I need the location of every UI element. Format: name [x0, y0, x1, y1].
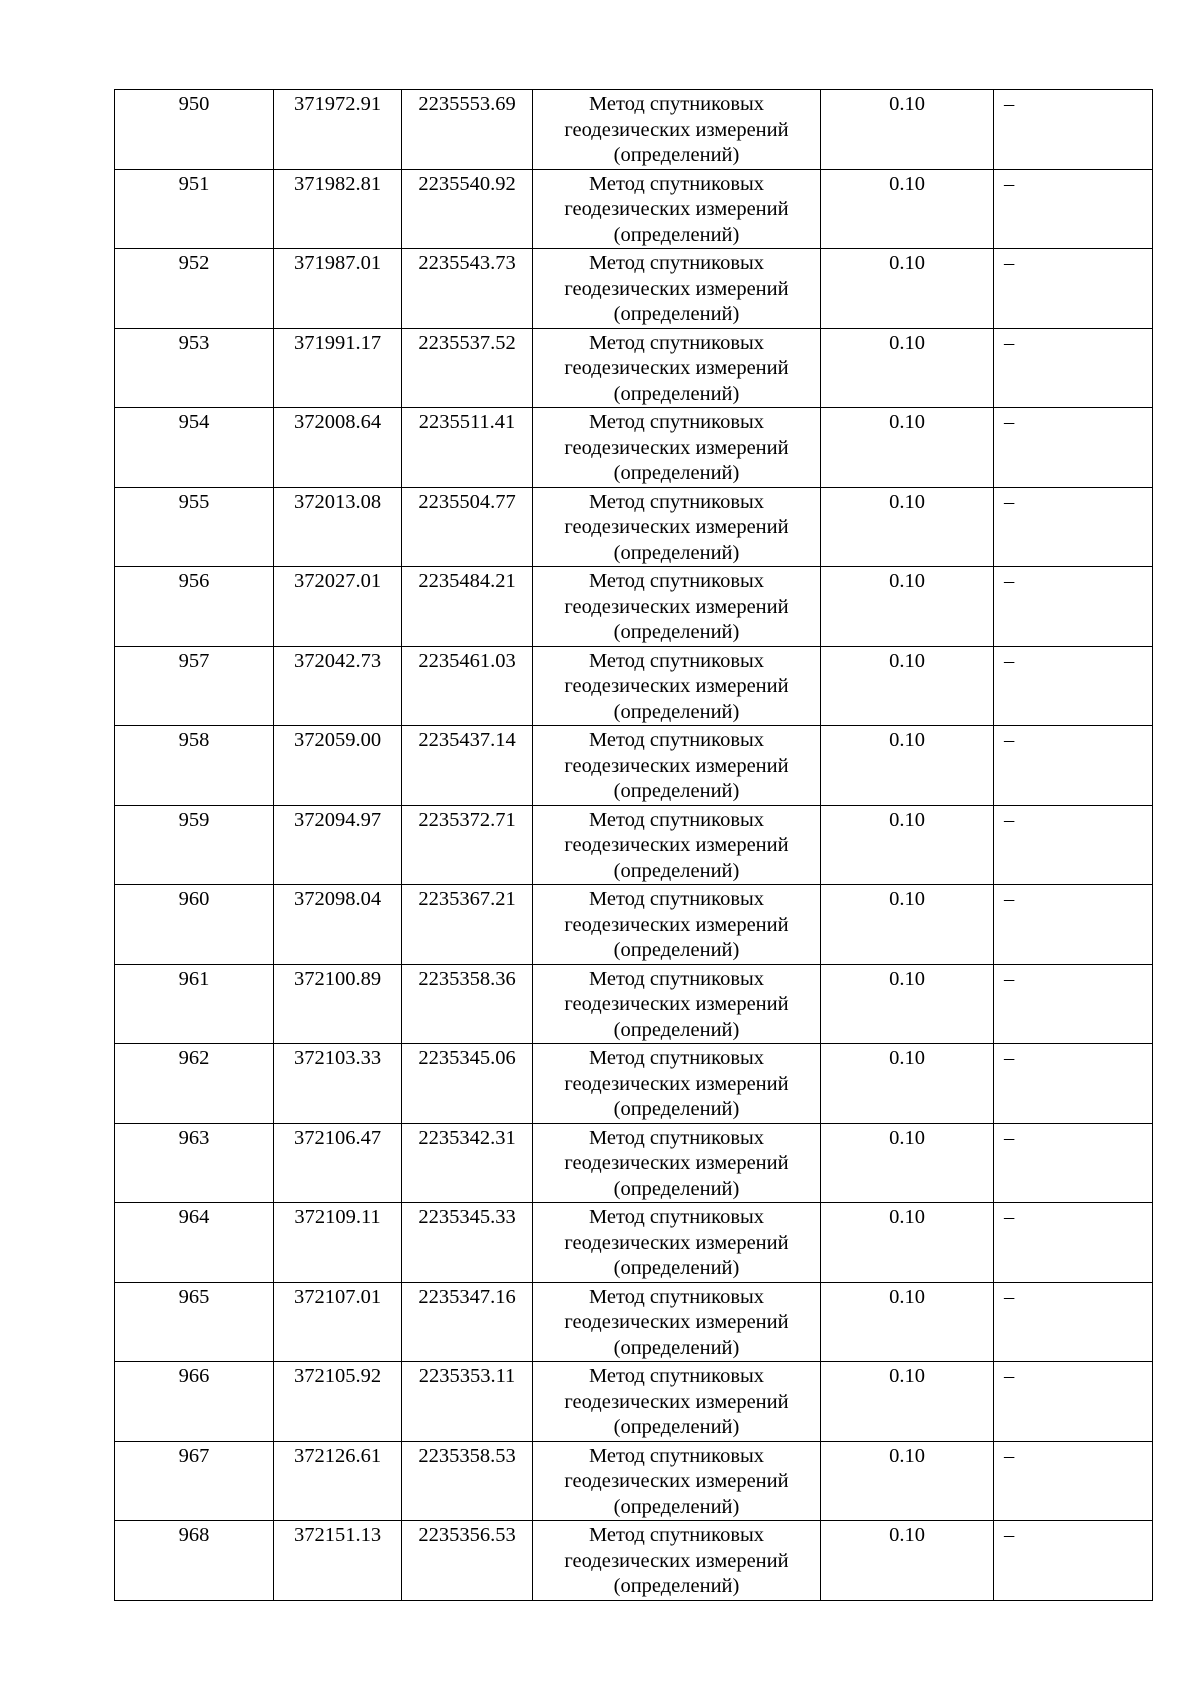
method-cell — [533, 90, 821, 170]
y-coordinate-cell: 2235345.33 — [402, 1203, 533, 1283]
method-line: (определений) — [613, 1575, 740, 1597]
method-line: Метод спутниковых — [588, 252, 765, 274]
method-line: (определений) — [613, 1177, 740, 1200]
method-line: геодезических измерений — [564, 1152, 789, 1174]
description-cell: – — [994, 1521, 1153, 1601]
description-cell: – — [994, 567, 1153, 647]
x-coordinate-cell: 372027.01 — [274, 567, 402, 647]
point-number-cell: 957 — [115, 646, 274, 726]
method-line: Метод спутниковых — [588, 570, 765, 592]
method-cell — [533, 249, 821, 329]
method-line: Метод спутниковых — [588, 808, 765, 831]
accuracy-cell: 0.10 — [821, 646, 994, 726]
point-number-cell: 967 — [115, 1441, 274, 1521]
description-cell: – — [994, 885, 1153, 965]
x-coordinate-cell: 372107.01 — [274, 1282, 402, 1362]
point-number-cell: 965 — [115, 1282, 274, 1362]
method-line: (определений) — [613, 859, 740, 882]
y-coordinate-cell: 2235367.21 — [402, 885, 533, 965]
point-number-cell: 968 — [115, 1521, 274, 1601]
method-line: (определений) — [613, 144, 740, 166]
accuracy-cell: 0.10 — [821, 567, 994, 647]
table-row — [115, 646, 1153, 726]
description-cell: – — [994, 726, 1153, 806]
method-line: геодезических измерений — [564, 913, 789, 936]
method-line: Метод спутниковых — [588, 490, 765, 513]
point-number-cell: 950 — [115, 90, 274, 170]
y-coordinate-cell: 2235342.31 — [402, 1123, 533, 1203]
y-coordinate-cell: 2235353.11 — [402, 1362, 533, 1442]
y-coordinate-cell: 2235543.73 — [402, 249, 533, 329]
x-coordinate-cell: 372126.61 — [274, 1441, 402, 1521]
method-line: геодезических измерений — [564, 1311, 789, 1333]
method-line: (определений) — [613, 780, 740, 802]
method-line: геодезических измерений — [564, 675, 789, 697]
method-line: геодезических измерений — [564, 1390, 789, 1413]
accuracy-cell: 0.10 — [821, 90, 994, 170]
method-line: геодезических измерений — [564, 834, 789, 856]
table-row — [115, 408, 1153, 488]
accuracy-cell: 0.10 — [821, 169, 994, 249]
accuracy-cell: 0.10 — [821, 1441, 994, 1521]
x-coordinate-cell: 372151.13 — [274, 1521, 402, 1601]
description-cell: – — [994, 1044, 1153, 1124]
method-line: (определений) — [613, 1495, 740, 1518]
table-row — [115, 1123, 1153, 1203]
y-coordinate-cell: 2235358.53 — [402, 1441, 533, 1521]
method-line: геодезических измерений — [564, 198, 789, 220]
method-cell — [533, 805, 821, 885]
x-coordinate-cell: 372100.89 — [274, 964, 402, 1044]
method-line: геодезических измерений — [564, 516, 789, 538]
x-coordinate-cell: 371972.91 — [274, 90, 402, 170]
method-cell — [533, 1441, 821, 1521]
x-coordinate-cell: 372008.64 — [274, 408, 402, 488]
method-line: геодезических измерений — [564, 993, 789, 1015]
description-cell: – — [994, 408, 1153, 488]
table-row — [115, 487, 1153, 567]
x-coordinate-cell: 371982.81 — [274, 169, 402, 249]
description-cell: – — [994, 1203, 1153, 1283]
method-cell — [533, 964, 821, 1044]
method-line: Метод спутниковых — [588, 331, 765, 354]
accuracy-cell: 0.10 — [821, 328, 994, 408]
method-cell — [533, 169, 821, 249]
point-number-cell: 954 — [115, 408, 274, 488]
description-cell: – — [994, 1123, 1153, 1203]
x-coordinate-cell: 372098.04 — [274, 885, 402, 965]
x-coordinate-cell: 371987.01 — [274, 249, 402, 329]
method-line: Метод спутниковых — [588, 729, 765, 751]
method-cell — [533, 646, 821, 726]
method-line: Метод спутниковых — [588, 1444, 765, 1467]
method-line: (определений) — [613, 1098, 740, 1120]
description-cell: – — [994, 1362, 1153, 1442]
point-number-cell: 956 — [115, 567, 274, 647]
method-cell — [533, 487, 821, 567]
method-line: Метод спутниковых — [588, 1206, 765, 1228]
point-number-cell: 964 — [115, 1203, 274, 1283]
method-line: геодезических измерений — [564, 277, 789, 300]
description-cell: – — [994, 328, 1153, 408]
table-row — [115, 90, 1153, 170]
point-number-cell: 962 — [115, 1044, 274, 1124]
method-line: Метод спутниковых — [588, 93, 765, 115]
accuracy-cell: 0.10 — [821, 805, 994, 885]
point-number-cell: 959 — [115, 805, 274, 885]
y-coordinate-cell: 2235504.77 — [402, 487, 533, 567]
description-cell: – — [994, 487, 1153, 567]
table-row — [115, 1282, 1153, 1362]
point-number-cell: 951 — [115, 169, 274, 249]
point-number-cell: 960 — [115, 885, 274, 965]
x-coordinate-cell: 372109.11 — [274, 1203, 402, 1283]
method-cell — [533, 1123, 821, 1203]
table-row — [115, 567, 1153, 647]
description-cell: – — [994, 805, 1153, 885]
method-cell — [533, 1203, 821, 1283]
method-line: геодезических измерений — [564, 595, 789, 618]
method-line: геодезических измерений — [564, 436, 789, 459]
table-row — [115, 1362, 1153, 1442]
accuracy-cell: 0.10 — [821, 1123, 994, 1203]
accuracy-cell: 0.10 — [821, 1044, 994, 1124]
x-coordinate-cell: 372013.08 — [274, 487, 402, 567]
method-line: (определений) — [613, 1257, 740, 1279]
accuracy-cell: 0.10 — [821, 964, 994, 1044]
x-coordinate-cell: 372105.92 — [274, 1362, 402, 1442]
accuracy-cell: 0.10 — [821, 1282, 994, 1362]
method-line: (определений) — [613, 223, 740, 246]
method-line: геодезических измерений — [564, 118, 789, 141]
table-row — [115, 964, 1153, 1044]
method-cell — [533, 726, 821, 806]
y-coordinate-cell: 2235537.52 — [402, 328, 533, 408]
method-line: геодезических измерений — [564, 754, 789, 777]
coordinates-table-body — [115, 90, 1153, 1601]
y-coordinate-cell: 2235511.41 — [402, 408, 533, 488]
point-number-cell: 958 — [115, 726, 274, 806]
method-line: геодезических измерений — [564, 1549, 789, 1572]
accuracy-cell: 0.10 — [821, 408, 994, 488]
method-line: (определений) — [613, 1336, 740, 1359]
method-line: Метод спутниковых — [588, 411, 765, 433]
method-line: геодезических измерений — [564, 357, 789, 379]
y-coordinate-cell: 2235484.21 — [402, 567, 533, 647]
method-line: (определений) — [613, 700, 740, 723]
y-coordinate-cell: 2235347.16 — [402, 1282, 533, 1362]
point-number-cell: 953 — [115, 328, 274, 408]
y-coordinate-cell: 2235345.06 — [402, 1044, 533, 1124]
method-line: геодезических измерений — [564, 1470, 789, 1492]
x-coordinate-cell: 371991.17 — [274, 328, 402, 408]
method-cell — [533, 1521, 821, 1601]
method-line: Метод спутниковых — [588, 1047, 765, 1069]
x-coordinate-cell: 372094.97 — [274, 805, 402, 885]
table-row — [115, 885, 1153, 965]
point-number-cell: 952 — [115, 249, 274, 329]
x-coordinate-cell: 372106.47 — [274, 1123, 402, 1203]
description-cell: – — [994, 964, 1153, 1044]
method-line: Метод спутниковых — [588, 649, 765, 672]
method-cell — [533, 1044, 821, 1124]
method-line: Метод спутниковых — [588, 1365, 765, 1387]
table-row — [115, 1044, 1153, 1124]
table-row — [115, 1203, 1153, 1283]
description-cell: – — [994, 169, 1153, 249]
y-coordinate-cell: 2235553.69 — [402, 90, 533, 170]
method-cell — [533, 408, 821, 488]
method-cell — [533, 328, 821, 408]
method-line: Метод спутниковых — [588, 888, 765, 910]
x-coordinate-cell: 372042.73 — [274, 646, 402, 726]
x-coordinate-cell: 372103.33 — [274, 1044, 402, 1124]
point-number-cell: 963 — [115, 1123, 274, 1203]
y-coordinate-cell: 2235358.36 — [402, 964, 533, 1044]
description-cell: – — [994, 1282, 1153, 1362]
method-line: Метод спутниковых — [588, 172, 765, 195]
accuracy-cell: 0.10 — [821, 1521, 994, 1601]
table-row — [115, 249, 1153, 329]
method-line: (определений) — [613, 303, 740, 325]
method-cell — [533, 1362, 821, 1442]
table-row — [115, 726, 1153, 806]
y-coordinate-cell: 2235461.03 — [402, 646, 533, 726]
method-cell — [533, 567, 821, 647]
method-line: (определений) — [613, 382, 740, 405]
point-number-cell: 966 — [115, 1362, 274, 1442]
x-coordinate-cell: 372059.00 — [274, 726, 402, 806]
method-line: (определений) — [613, 462, 740, 484]
description-cell: – — [994, 249, 1153, 329]
description-cell: – — [994, 1441, 1153, 1521]
accuracy-cell: 0.10 — [821, 1203, 994, 1283]
accuracy-cell: 0.10 — [821, 1362, 994, 1442]
method-line: Метод спутниковых — [588, 1285, 765, 1308]
method-line: (определений) — [613, 939, 740, 961]
y-coordinate-cell: 2235372.71 — [402, 805, 533, 885]
table-row — [115, 1441, 1153, 1521]
y-coordinate-cell: 2235437.14 — [402, 726, 533, 806]
table-row — [115, 1521, 1153, 1601]
y-coordinate-cell: 2235356.53 — [402, 1521, 533, 1601]
description-cell: – — [994, 90, 1153, 170]
table-row — [115, 169, 1153, 249]
accuracy-cell: 0.10 — [821, 726, 994, 806]
method-line: (определений) — [613, 1416, 740, 1438]
method-line: Метод спутниковых — [588, 967, 765, 990]
method-line: Метод спутниковых — [588, 1126, 765, 1149]
table-row — [115, 805, 1153, 885]
point-number-cell: 955 — [115, 487, 274, 567]
description-cell: – — [994, 646, 1153, 726]
method-line: геодезических измерений — [564, 1072, 789, 1095]
table-row — [115, 328, 1153, 408]
coordinates-table — [114, 89, 1153, 1601]
method-line: Метод спутниковых — [588, 1524, 765, 1546]
method-line: (определений) — [613, 541, 740, 564]
y-coordinate-cell: 2235540.92 — [402, 169, 533, 249]
method-cell — [533, 885, 821, 965]
method-line: (определений) — [613, 621, 740, 643]
method-line: (определений) — [613, 1018, 740, 1041]
method-line: геодезических измерений — [564, 1231, 789, 1254]
accuracy-cell: 0.10 — [821, 885, 994, 965]
accuracy-cell: 0.10 — [821, 487, 994, 567]
point-number-cell: 961 — [115, 964, 274, 1044]
accuracy-cell: 0.10 — [821, 249, 994, 329]
method-cell — [533, 1282, 821, 1362]
